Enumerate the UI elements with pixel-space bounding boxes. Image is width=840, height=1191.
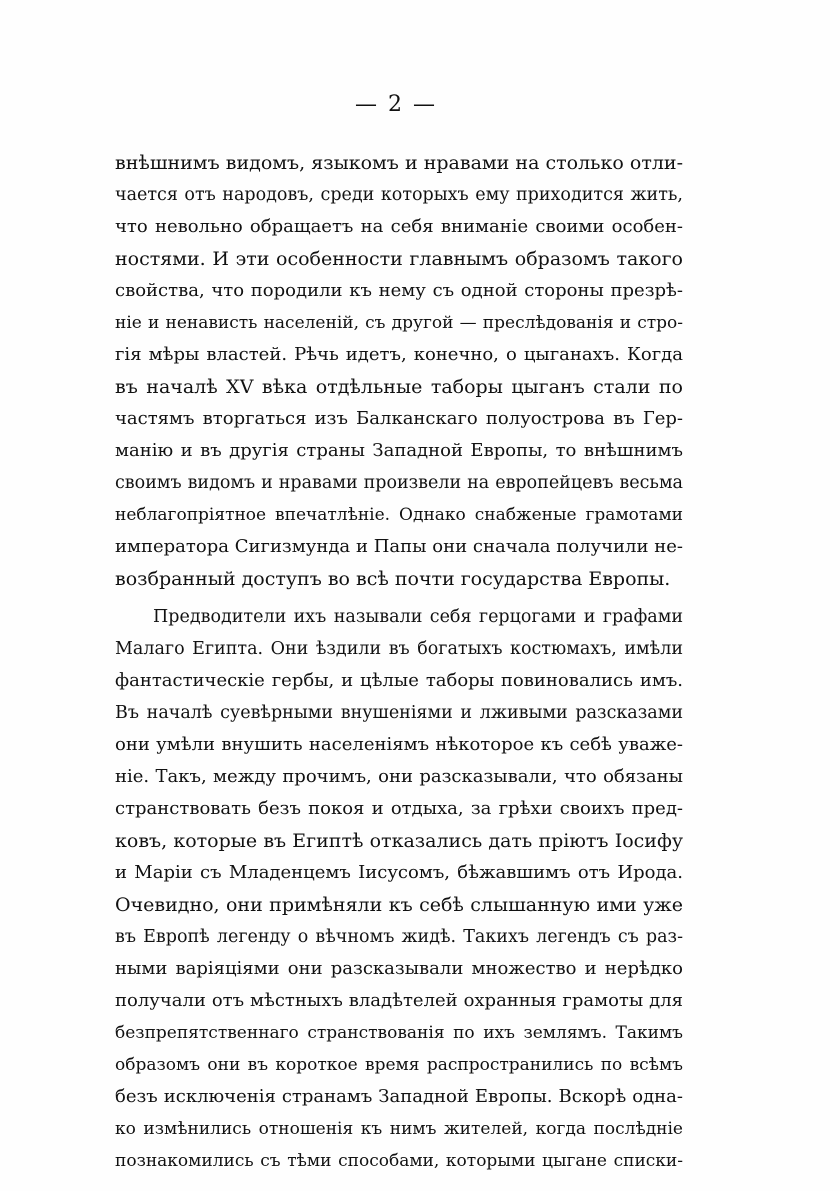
text-line: ными варіяціями они разсказывали множество и нерѣдко [115, 958, 683, 979]
text-line: они умѣли внушить населеніямъ нѣкоторое къ себѣ уваже- [115, 734, 683, 755]
paragraph-1 [115, 147, 683, 595]
text-line: манію и въ другія страны Западной Европы, то внѣшнимъ [115, 440, 683, 461]
text-line: Малаго Египта. Они ѣздили въ богатыхъ костюмахъ, имѣли [115, 639, 683, 659]
text-line: чается отъ народовъ, среди которыхъ ему приходится жить, [115, 185, 683, 205]
text-line: ностями. И эти особенности главнымъ образомъ такого [115, 248, 683, 270]
text-line: фантастическіе гербы, и цѣлые таборы повиновались имъ. [115, 670, 683, 691]
page-number: — 2 — [355, 92, 437, 117]
text-line: ніе. Такъ, между прочимъ, они разсказывали, что обязаны [115, 766, 683, 787]
text-line: странствовать безъ покоя и отдыха, за грѣхи своихъ пред- [115, 798, 683, 819]
text-line: гія мѣры властей. Рѣчь идетъ, конечно, о цыганахъ. Когда [115, 344, 683, 365]
text-line: Предводители ихъ называли себя герцогами и графами [153, 607, 683, 627]
text-line: въ началѣ XV вѣка отдѣльные таборы цыганъ стали по [115, 376, 683, 398]
text-line: безпрепятственнаго странствованія по ихъ землямъ. Такимъ [115, 1023, 683, 1043]
text-line: и Маріи съ Младенцемъ Іисусомъ, бѣжавшимъ отъ Ирода. [115, 862, 683, 883]
text-line: познакомились съ тѣми способами, которыми цыгане списки- [115, 1151, 683, 1171]
text-line: свойства, что породили къ нему съ одной стороны презрѣ- [115, 280, 683, 301]
text-line: получали отъ мѣстныхъ владѣтелей охранныя грамоты для [115, 990, 683, 1011]
text-line: неблагопріятное впечатлѣніе. Однако снабженые грамотами [115, 505, 683, 525]
text-line: императора Сигизмунда и Папы они сначала получили не- [115, 536, 683, 557]
text-line: образомъ они въ короткое время распространились по всѣмъ [115, 1055, 683, 1075]
text-line: Въ началѣ суевѣрными внушеніями и лживыми разсказами [115, 703, 683, 723]
text-line: Очевидно, они примѣняли къ себѣ слышанную ими уже [115, 894, 683, 916]
text-line: ко измѣнились отношенія къ нимъ жителей, когда послѣдніе [115, 1119, 683, 1139]
text-body [115, 147, 683, 1177]
text-line: возбранный доступъ во всѣ почти государства Европы. [115, 568, 671, 590]
text-line: внѣшнимъ видомъ, языкомъ и нравами на столько отли- [115, 152, 683, 174]
text-line: ніе и ненависть населеній, съ другой — преслѣдованія и стро- [115, 313, 683, 333]
text-line: ковъ, которые въ Египтѣ отказались дать пріютъ Іосифу [115, 830, 683, 852]
text-line: безъ исключенія странамъ Западной Европы. Вскорѣ одна- [115, 1086, 683, 1107]
text-line: частямъ вторгаться изъ Балканскаго полуострова въ Гер- [115, 408, 683, 429]
text-line: въ Европѣ легенду о вѣчномъ жидѣ. Такихъ легендъ съ раз- [115, 927, 683, 947]
text-line: своимъ видомъ и нравами произвели на европейцевъ весьма [115, 473, 683, 493]
paragraph-2 [115, 601, 683, 1177]
text-line: что невольно обращаетъ на себя вниманіе своими особен- [115, 216, 683, 237]
